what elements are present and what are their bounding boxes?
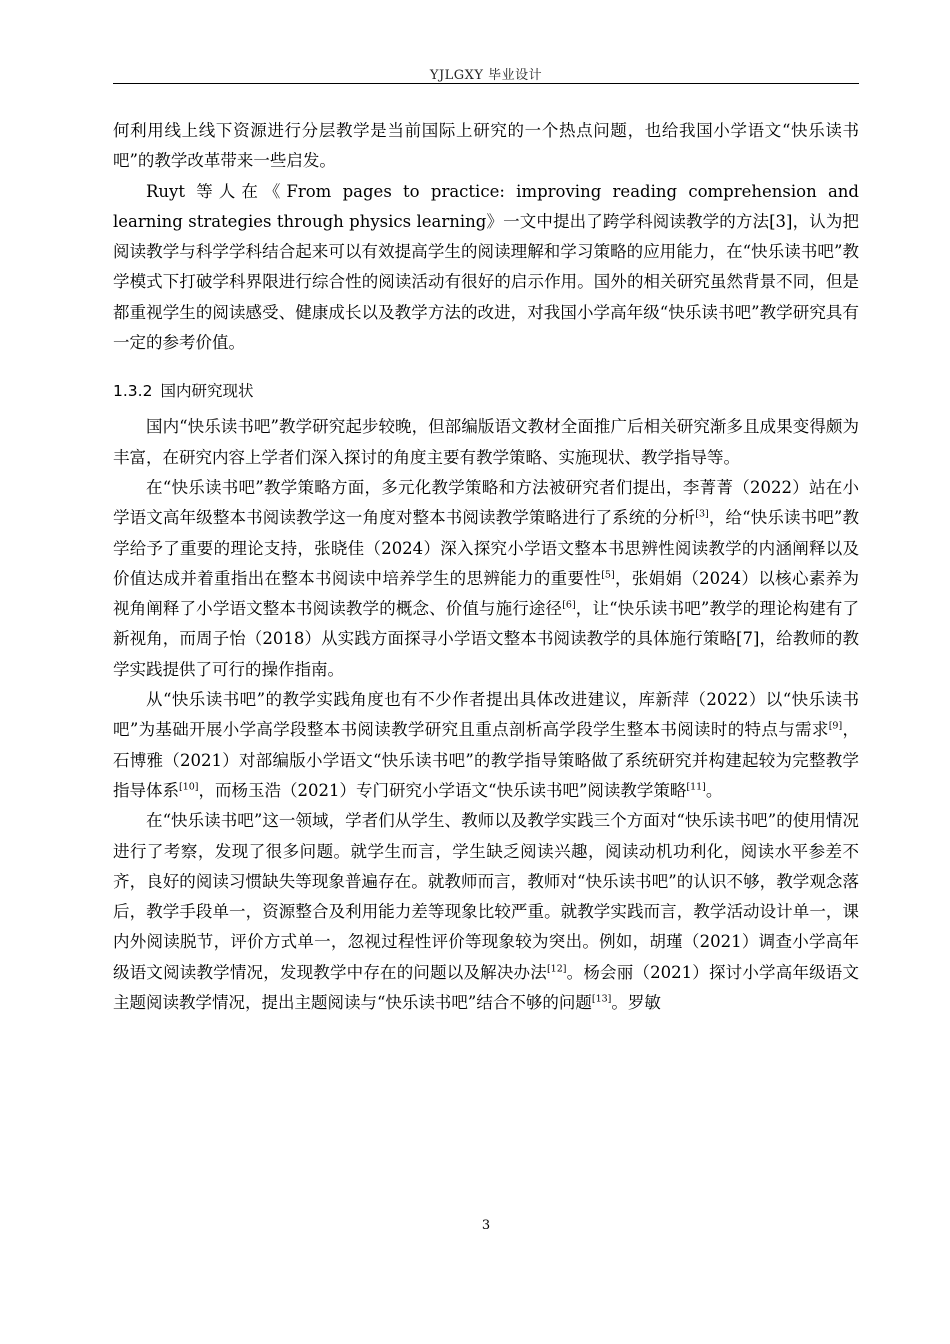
section-title: 国内研究现状: [160, 382, 254, 401]
citation-ref: [9]: [828, 720, 843, 732]
citation-ref: [13]: [591, 993, 612, 1005]
paragraph-5-text-1: 从“快乐读书吧”的教学实践角度也有不少作者提出具体改进建议，库新萍（2022）以“快乐读书吧”为基础开展小学高学段整本书阅读教学研究且重点剖析高学段学生整本书阅读时的特点与需求: [113, 690, 859, 740]
paragraph-4-text-2: ，给“快乐读书吧”教学给予了重要的理论支持，张晓佳（2024）深入探究小学语文整本书思辨性阅读教学的内涵阐释以及价值达成并着重指出在整本书阅读中培养学生的思辨能力的重要性: [113, 508, 860, 588]
citation-ref: [3]: [695, 508, 709, 520]
citation-ref: [6]: [562, 599, 576, 611]
page-number: 3: [481, 1218, 491, 1233]
paragraph-4: [113, 473, 859, 685]
body-text: [113, 116, 859, 1018]
citation-ref: [12]: [546, 963, 567, 975]
section-number: 1.3.2: [113, 382, 153, 401]
paragraph-4-text-4: ，让“快乐读书吧”教学的理论构建有了新视角，而周子怡（2018）从实践方面探寻小学语文整本书阅读教学的具体施行策略[7]，给教师的教学实践提供了可行的操作指南。: [113, 599, 860, 679]
paragraph-6-text-1: 在“快乐读书吧”这一领域，学者们从学生、教师以及教学实践三个方面对“快乐读书吧”的使用情况进行了考察，发现了很多问题。就学生而言，学生缺乏阅读兴趣，阅读动机功利化，阅读水平参差不齐，良好的阅读习惯缺失等现象普遍存在。就教师而言，教师对“快乐读书吧”的认识不够，教学观念落后，教学手段单一，资源整合及利用能力差等现象比较严重。就教学实践而言，教学活动设计单一，课内外阅读脱节，评价方式单一，忽视过程性评价等现象较为突出。例如，胡瑾（2021）调查小学高年级语文阅读教学情况，发现教学中存在的问题以及解决办法: [113, 811, 859, 982]
paragraph-5: [113, 685, 859, 806]
section-heading: [113, 376, 859, 406]
paragraph-5-text-2: ，石博雅（2021）对部编版小学语文“快乐读书吧”的教学指导策略做了系统研究并构建起较为完整教学指导体系: [113, 720, 860, 800]
paragraph-2: Ruyt 等人在《From pages to practice: improving reading comprehension and learning strategies through physics learning》一文中提出了跨学科阅读教学的方法[3]，认为把阅读教学与科学学科结合起来可以有效提高学生的阅读理解和学习策略的应用能力，在“快乐读书吧”教学模式下打破学科界限进行综合性的阅读活动有很好的启示作用。国外的相关研究虽然背景不同，但是都重视学生的阅读感受、健康成长以及教学方法的改进，对我国小学高年级“快乐读书吧”教学研究具有一定的参考价值。: [113, 181, 859, 353]
paragraph-5-text-3: ，而杨玉浩（2021）专门研究小学语文“快乐读书吧”阅读教学策略: [198, 780, 687, 800]
paragraph-6-text-2: 。杨会丽（2021）探讨小学高年级语文主题阅读教学情况，提出主题阅读与“快乐读书吧”结合不够的问题: [113, 962, 860, 1013]
paragraph-5-text-4: 。: [705, 780, 723, 800]
paragraph-1: 何利用线上线下资源进行分层教学是当前国际上研究的一个热点问题，也给我国小学语文“快乐读书吧”的教学改革带来一些启发。: [113, 121, 859, 171]
citation-ref: [10]: [179, 781, 199, 793]
page-header: YJLGXY 毕业设计: [429, 68, 543, 83]
header-rule: [113, 83, 859, 84]
paragraph-4-text-1: 在“快乐读书吧”教学策略方面，多元化教学策略和方法被研究者们提出，李菁菁（2022）站在小学语文高年级整本书阅读教学这一角度对整本书阅读教学策略进行了系统的分析: [113, 477, 859, 528]
paragraph-6-text-3: 。罗敏: [611, 993, 661, 1013]
citation-ref: [11]: [686, 781, 706, 793]
paragraph-6: [113, 806, 859, 1018]
paragraph-3: 国内“快乐读书吧”教学研究起步较晚，但部编版语文教材全面推广后相关研究渐多且成果变得颇为丰富，在研究内容上学者们深入探讨的角度主要有教学策略、实施现状、教学指导等。: [113, 417, 859, 467]
citation-ref: [5]: [601, 569, 615, 581]
paragraph-4-text-3: ，张娟娟（2024）以核心素养为视角阐释了小学语文整本书阅读教学的概念、价值与施行途径: [113, 568, 860, 619]
